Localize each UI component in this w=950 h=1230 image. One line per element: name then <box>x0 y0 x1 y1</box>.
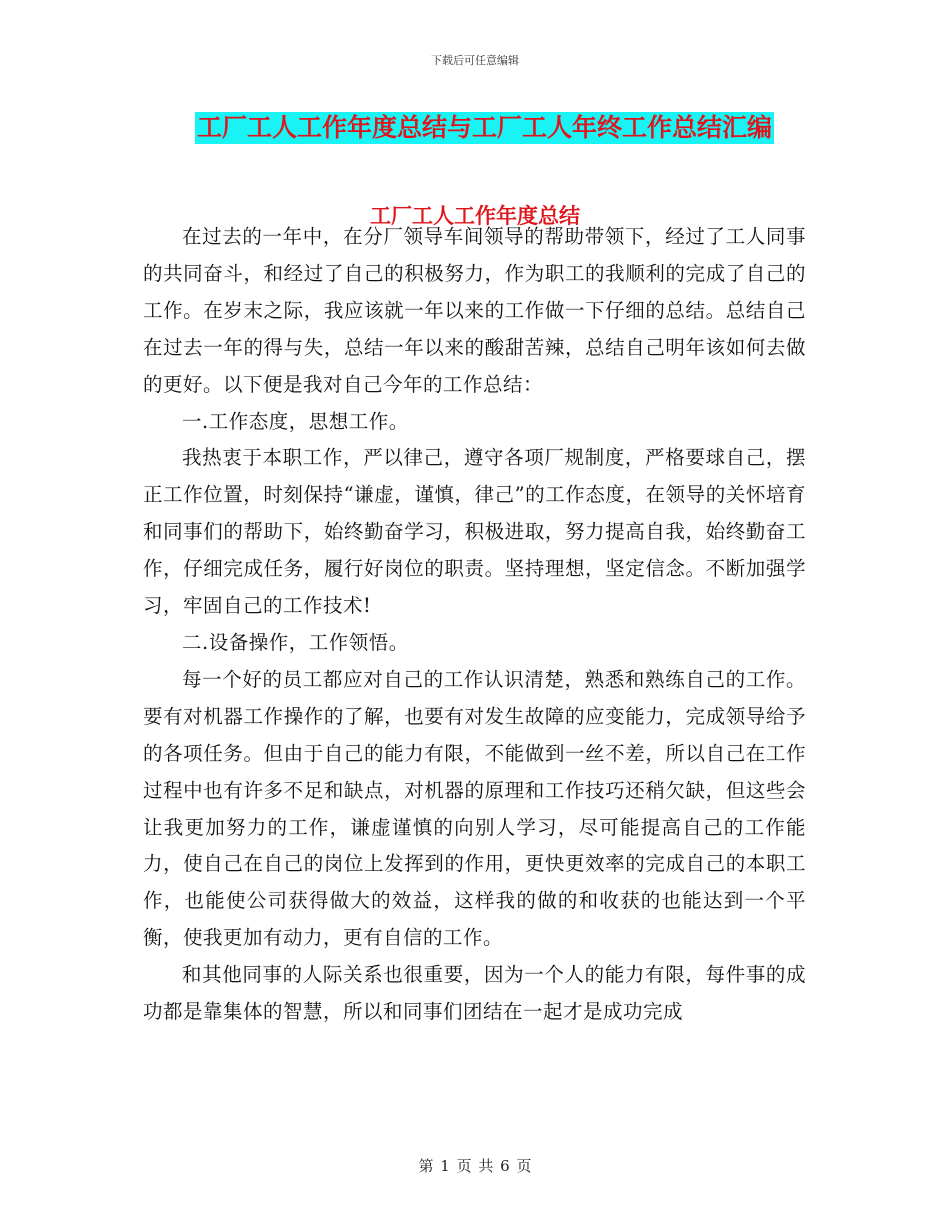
section-heading-equipment: 二.设备操作，工作领悟。 <box>182 630 409 654</box>
header-note: 下载后可任意编辑 <box>431 54 519 67</box>
document-body <box>143 219 806 1031</box>
section-title: 工厂工人工作年度总结 <box>370 204 580 228</box>
document-title: 工厂工人工作年度总结与工厂工人年终工作总结汇编 <box>197 113 773 142</box>
paragraph-relationships: 和其他同事的人际关系也很重要，因为一个人的能力有限，每件事的成功都是靠集体的智慧，所以和同事们团结在一起才是成功完成 <box>143 963 806 1024</box>
section-heading-attitude: 一.工作态度，思想工作。 <box>182 409 409 433</box>
paragraph-attitude: 我热衷于本职工作，严以律己，遵守各项厂规制度，严格要球自己，摆正工作位置，时刻保持“谦虚，谨慎，律己”的工作态度，在领导的关怀培育和同事们的帮助下，始终勤奋学习，积极进取，努力提高自我，始终勤奋工作，仔细完成任务，履行好岗位的职责。坚持理想，坚定信念。不断加强学习，牢固自己的工作技术! <box>143 446 806 618</box>
page-number: 第 1 页 共 6 页 <box>418 1157 532 1175</box>
paragraph-intro: 在过去的一年中，在分厂领导车间领导的帮助带领下，经过了工人同事的共同奋斗，和经过了自己的积极努力，作为职工的我顺利的完成了自己的工作。在岁末之际，我应该就一年以来的工作做一下仔细的总结。总结自己在过去一年的得与失，总结一年以来的酸甜苦辣，总结自己明年该如何去做的更好。以下便是我对自己今年的工作总结： <box>143 225 806 396</box>
paragraph-equipment: 每一个好的员工都应对自己的工作认识清楚，熟悉和熟练自己的工作。要有对机器工作操作的了解，也要有对发生故障的应变能力，完成领导给予的各项任务。但由于自己的能力有限，不能做到一丝不差，所以自己在工作过程中也有许多不足和缺点，对机器的原理和工作技巧还稍欠缺，但这些会让我更加努力的工作，谦虚谨慎的向别人学习，尽可能提高自己的工作能力，使自己在自己的岗位上发挥到的作用，更快更效率的完成自己的本职工作，也能使公司获得做大的效益，这样我的做的和收获的也能达到一个平衡，使我更加有动力，更有自信的工作。 <box>143 667 806 950</box>
